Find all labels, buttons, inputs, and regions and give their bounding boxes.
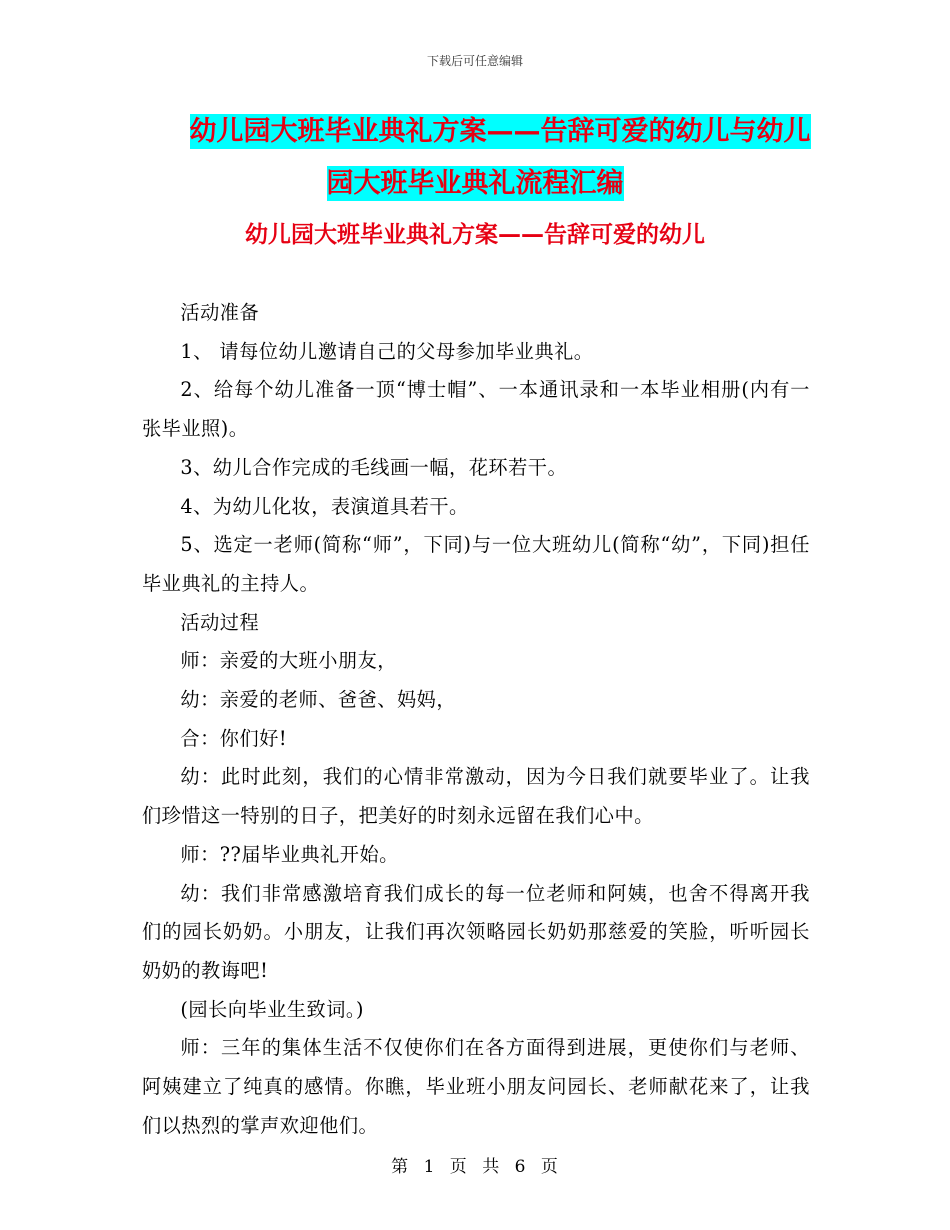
paragraph: 活动准备	[180, 301, 260, 324]
paragraph: 4、为幼儿化妆，表演道具若干。	[180, 494, 469, 518]
paragraph: 幼：我们非常感激培育我们成长的每一位老师和阿姨，也舍不得离开我们的园长奶奶。小朋友，让我们再次领略园长奶奶那慈爱的笑脸，听听园长奶奶的教诲吧!	[142, 881, 810, 982]
paragraph: 合：你们好!	[180, 726, 288, 750]
page-footer	[0, 1152, 950, 1177]
paragraph: 2、给每个幼儿准备一顶“博士帽”、一本通讯录和一本毕业相册(内有一张毕业照)。	[142, 378, 810, 441]
paragraph: 师：三年的集体生活不仅使你们在各方面得到进展，更使你们与老师、阿姨建立了纯真的感情。你瞧，毕业班小朋友问园长、老师献花来了，让我们以热烈的掌声欢迎他们。	[142, 1036, 810, 1137]
paragraph: 3、幼儿合作完成的毛线画一幅，花环若干。	[180, 455, 568, 479]
paragraph: 师：??届毕业典礼开始。	[180, 842, 399, 866]
paragraph: 5、选定一老师(简称“师”，下同)与一位大班幼儿(简称“幼”，下同)担任毕业典礼的主持人。	[142, 533, 810, 595]
paragraph: (园长向毕业生致词。)	[180, 997, 364, 1021]
footer-page-label: 页	[449, 1157, 468, 1177]
section-title: 幼儿园大班毕业典礼方案——告辞可爱的幼儿	[245, 222, 705, 248]
footer-prefix: 第	[391, 1157, 410, 1177]
footer-total-label: 页	[540, 1157, 559, 1177]
document-body	[142, 294, 810, 1145]
paragraph: 幼：亲爱的老师、爸爸、妈妈，	[180, 688, 457, 712]
paragraph: 1、 请每位幼儿邀请自己的父母参加毕业典礼。	[180, 339, 594, 363]
paragraph: 幼：此时此刻，我们的心情非常激动，因为今日我们就要毕业了。让我们珍惜这一特别的日子，把美好的时刻永远留在我们心中。	[142, 765, 810, 828]
document-title-line2: 园大班毕业典礼流程汇编	[326, 168, 624, 199]
header-note: 下载后可任意编辑	[426, 54, 523, 68]
footer-page-number: 1	[423, 1157, 436, 1177]
footer-total-pages: 6	[514, 1157, 527, 1177]
paragraph: 师：亲爱的大班小朋友，	[180, 649, 397, 673]
footer-total-prefix: 共	[482, 1157, 501, 1177]
document-title	[0, 106, 950, 210]
paragraph: 活动过程	[180, 610, 260, 634]
document-title-line1: 幼儿园大班毕业典礼方案——告辞可爱的幼儿与幼儿	[189, 116, 811, 147]
